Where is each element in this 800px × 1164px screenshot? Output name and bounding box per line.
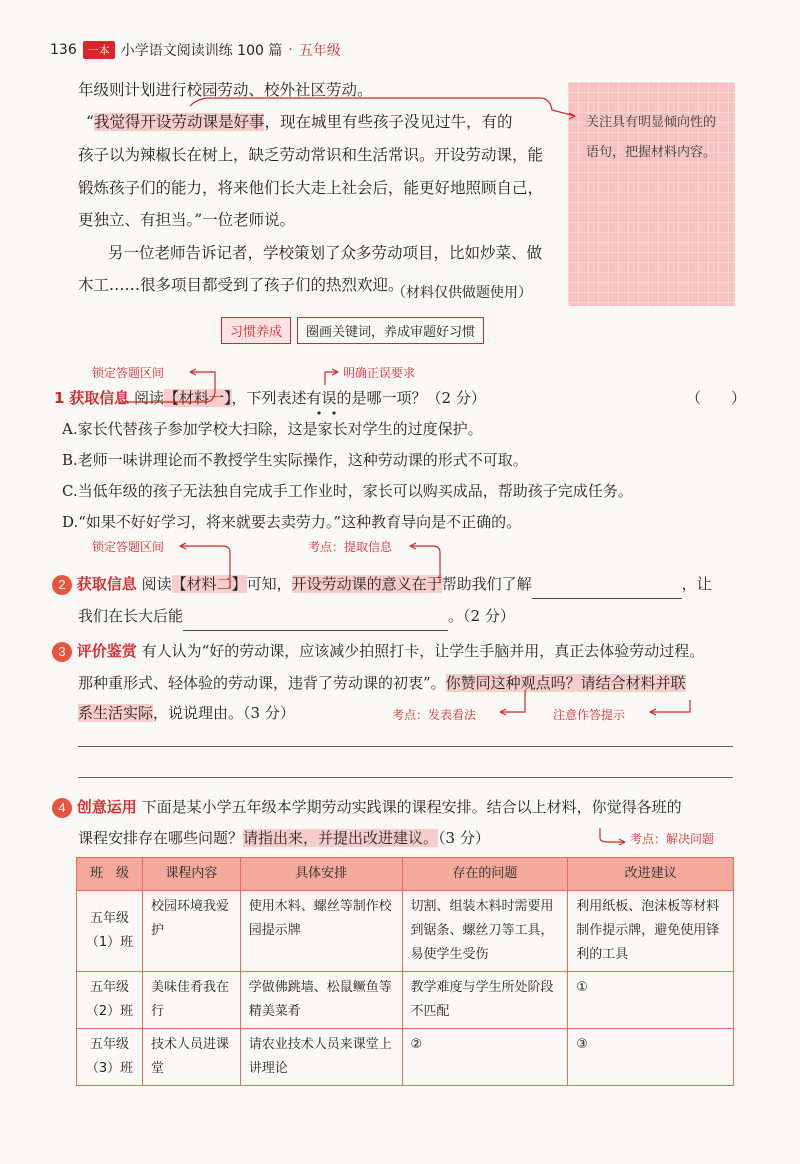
q1-post: ，下列表述有误的是哪一项？（2 分） (231, 389, 486, 407)
arrow-icon (332, 369, 338, 375)
cell-content: 美味佳肴我在行 (142, 972, 240, 1029)
q4-stem (52, 792, 682, 822)
highlight: 【材料二】 (171, 575, 247, 593)
option-c: C.当低年级的孩子无法独自完成手工作业时，家长可以购买成品，帮助孩子完成任务。 (62, 482, 633, 500)
q3-line1: 有人认为“好的劳动课，应该减少拍照打卡，让学生手脑并用，真正去体验劳动过程。 (141, 642, 705, 660)
q1-label: 获取信息 (69, 389, 130, 407)
cell-arrangement: 使用木料、螺丝等制作校园提示牌 (240, 891, 402, 972)
annotation: 考点：提取信息 (308, 540, 393, 554)
habit-tag: 习惯养成 (221, 317, 291, 344)
arrow-icon (190, 369, 196, 375)
annotation: 明确正误要求 (343, 366, 416, 380)
q4-number: 4 (52, 798, 72, 818)
cell-class: 五年级（1）班 (77, 891, 143, 972)
highlight: 我觉得开设劳动课是好事 (93, 113, 265, 131)
cell-suggestion: 利用纸板、泡沫板等材料制作提示牌，避免使用锋利的工具 (568, 891, 734, 972)
answer-line[interactable] (78, 777, 733, 778)
annotation: 锁定答题区间 (92, 540, 165, 554)
connector-line (650, 700, 690, 712)
page-number: 136 (50, 42, 77, 58)
table-row (77, 972, 734, 1029)
q3-line3 (78, 698, 295, 728)
cell-problem: 切割、组装木料时需要用到锯条、螺丝刀等工具，易使学生受伤 (402, 891, 568, 972)
highlight: 【材料一】 (164, 389, 232, 407)
q2-mid: 可知， (246, 575, 292, 593)
q3-stem (52, 636, 704, 666)
header-suggestion: 改进建议 (568, 858, 734, 891)
cell-class: 五年级（3）班 (77, 1029, 143, 1086)
arrow-icon (410, 543, 416, 549)
annotation: 注意作答提示 (553, 708, 626, 722)
q3-line2-pre: 那种重形式、轻体验的劳动课，违背了劳动课的初衷”。 (78, 674, 446, 692)
answer-blank[interactable] (532, 568, 682, 599)
passage-line: 另一位老师告诉记者，学校策划了众多劳动项目，比如炒菜、做 (108, 244, 543, 262)
option-b: B.老师一味讲理论而不教授学生实际操作，这种劳动课的形式不可取。 (62, 451, 528, 469)
connector-line (600, 828, 625, 842)
annotation: 考点：解决问题 (630, 832, 715, 846)
q2-pre: 阅读 (141, 575, 172, 593)
q3-line3-post: ，说说理由。（3 分） (153, 704, 295, 722)
q4-line1: 下面是某小学五年级本学期劳动实践课的课程安排。结合以上材料，你觉得各班的 (141, 798, 682, 816)
source-note: （材料仅供做题使用） (392, 285, 532, 301)
q2-line2 (78, 600, 515, 631)
passage-line-rest: ，现在城里有些孩子没见过牛，有的 (264, 113, 513, 131)
q3-label: 评价鉴赏 (76, 642, 137, 660)
arrow-icon (650, 709, 656, 715)
passage-line: 锻炼孩子们的能力，将来他们长大走上社会后，能更好地照顾自己， (78, 179, 544, 197)
cell-content: 技术人员进课堂 (142, 1029, 240, 1086)
annotation: 考点：发表看法 (392, 708, 477, 722)
answer-paren[interactable]: （ ） (686, 389, 747, 407)
header-class: 班 级 (77, 858, 143, 891)
cell-class: 五年级（2）班 (77, 972, 143, 1029)
cell-arrangement: 学做佛跳墙、松鼠鳜鱼等精美菜肴 (240, 972, 402, 1029)
side-note-text: 关注具有明显倾向性的语句，把握材料内容。 (586, 115, 717, 160)
passage-line: 孩子以为辣椒长在树上，缺乏劳动常识和生活常识。开设劳动课，能 (78, 146, 544, 164)
arrow-icon (619, 839, 625, 845)
answer-line[interactable] (78, 746, 733, 747)
q4-label: 创意运用 (76, 798, 137, 816)
passage-line: 年级则计划进行校园劳动、校外社区劳动。 (78, 81, 373, 99)
q2-line2-post: 。（2 分） (448, 607, 515, 625)
q3-number: 3 (52, 642, 72, 662)
annotation: 锁定答题区间 (92, 366, 165, 380)
q1-number: 1 (54, 389, 65, 407)
answer-cell[interactable]: ③ (568, 1029, 734, 1086)
answer-cell[interactable]: ② (402, 1029, 568, 1086)
arrow-icon (500, 709, 506, 715)
habit-section (221, 317, 484, 344)
q2-post2: ，让 (681, 575, 712, 593)
q2-line2-pre: 我们在长大后能 (78, 607, 184, 625)
table-header-row (77, 858, 734, 891)
q4-line2-post: （3 分） (438, 829, 490, 847)
highlight: 你赞同这种观点吗？请结合材料并联 (445, 674, 686, 692)
option-a: A.家长代替孩子参加学校大扫除，这是家长对学生的过度保护。 (62, 420, 483, 438)
passage-line: 更独立、有担当。”一位老师说。 (78, 211, 296, 229)
highlight: 开设劳动课的意义在于 (291, 575, 442, 593)
header-problem: 存在的问题 (402, 858, 568, 891)
highlight: 系生活实际 (78, 704, 154, 722)
passage-line: “我觉得开设劳动课是好事，现在城里有些孩子没见过牛，有的 (86, 113, 513, 131)
highlight: 请指出来，并提出改进建议。 (243, 829, 439, 847)
header-arrangement: 具体安排 (240, 858, 402, 891)
course-table (76, 857, 734, 1086)
table-row (77, 1029, 734, 1086)
arrow-icon (180, 543, 186, 549)
q4-line2 (78, 823, 490, 853)
book-title: 小学语文阅读训练 100 篇 (120, 43, 283, 59)
table-row (77, 891, 734, 972)
cell-problem: 教学难度与学生所处阶段不匹配 (402, 972, 568, 1029)
option-d: D.“如果不好好学习，将来就要去卖劳力。”这种教育导向是不正确的。 (62, 513, 522, 531)
habit-description: 圈画关键词，养成审题好习惯 (297, 317, 484, 344)
answer-blank[interactable] (183, 600, 448, 631)
q2-stem (52, 568, 712, 599)
page-header (50, 40, 341, 60)
q1-stem (54, 383, 486, 413)
cell-arrangement: 请农业技术人员来课堂上讲理论 (240, 1029, 402, 1086)
passage-line: 木工……很多项目都受到了孩子们的热烈欢迎。 (78, 276, 404, 294)
grade-label: 五年级 (298, 43, 341, 59)
q1-pre: 阅读 (134, 389, 165, 407)
side-note (568, 82, 735, 306)
brand-badge: 一本 (83, 41, 115, 59)
q2-number: 2 (52, 575, 72, 595)
dot-separator: · (288, 42, 293, 58)
q4-line2-pre: 课程安排存在哪些问题？ (78, 829, 244, 847)
answer-cell[interactable]: ① (568, 972, 734, 1029)
q3-line2 (78, 668, 686, 698)
course-table-wrap (76, 857, 734, 1086)
header-content: 课程内容 (142, 858, 240, 891)
cell-content: 校园环境我爱护 (142, 891, 240, 972)
q2-label: 获取信息 (76, 575, 137, 593)
q2-post1: 帮助我们了解 (441, 575, 532, 593)
